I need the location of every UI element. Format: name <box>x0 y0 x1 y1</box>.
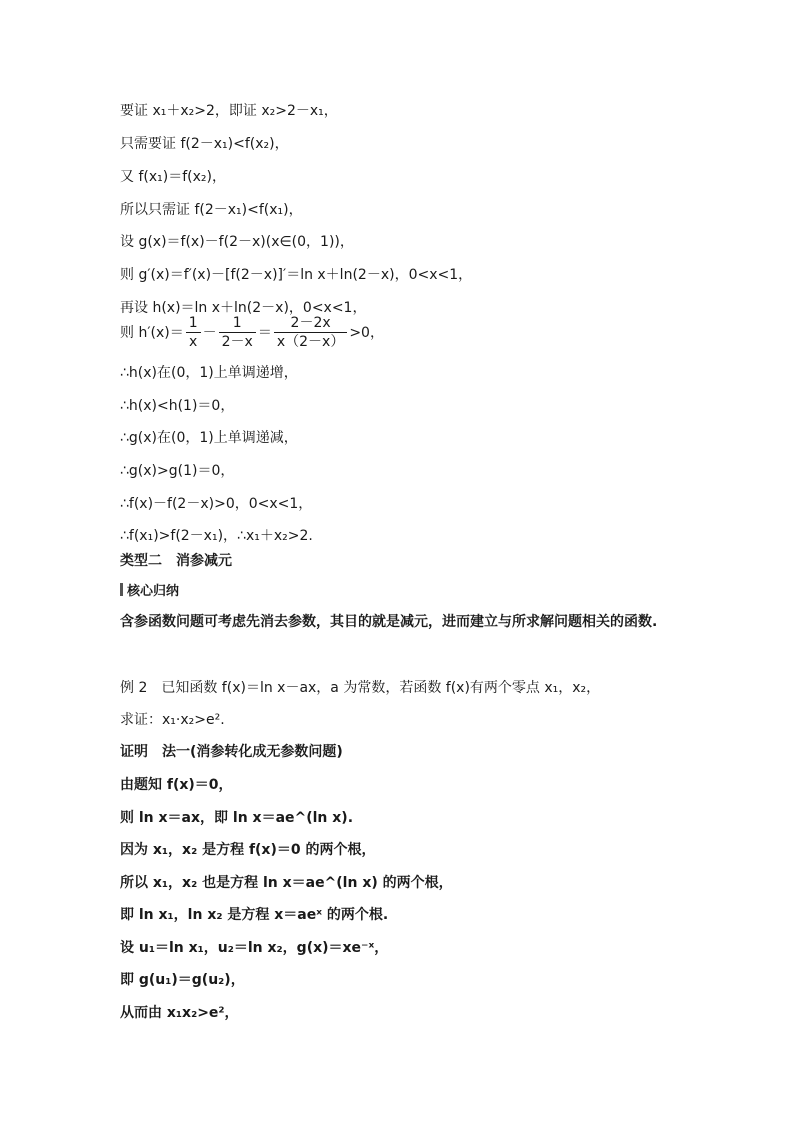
text-line: ∴h(x)<h(1)＝0， <box>120 398 235 414</box>
text-line: ∴h(x)在(0，1)上单调递增， <box>120 365 298 381</box>
equals-sign: ＝ <box>257 324 272 341</box>
derivative-fraction-line <box>120 314 384 351</box>
fraction-numerator: 2－2x <box>274 314 347 333</box>
text-line: ∴f(x)－f(2－x)>0，0<x<1， <box>120 496 313 512</box>
proof-line: 设 u₁＝ln x₁，u₂＝ln x₂，g(x)＝xe⁻ˣ， <box>120 940 389 956</box>
text-line: 要证 x₁＋x₂>2，即证 x₂>2－x₁， <box>120 103 338 119</box>
fraction-1 <box>186 314 201 351</box>
fraction-prefix: 则 h′(x)＝ <box>120 324 184 341</box>
section-label-row <box>120 582 179 602</box>
prove-statement: 求证：x₁·x₂>e². <box>120 712 225 728</box>
fraction-numerator: 1 <box>186 314 201 333</box>
text-line: ∴g(x)在(0，1)上单调递减， <box>120 430 298 446</box>
section-marker-icon <box>120 583 123 596</box>
fraction-2 <box>219 314 256 351</box>
text-line: ∴g(x)>g(1)＝0， <box>120 463 235 479</box>
text-line: 则 g′(x)＝f′(x)－[f(2－x)]′＝ln x＋ln(2－x)，0<x<1， <box>120 267 473 283</box>
text-line: 所以只需证 f(2－x₁)<f(x₁)， <box>120 202 303 218</box>
proof-line: 从而由 x₁x₂>e²， <box>120 1005 239 1021</box>
section-label: 核心归纳 <box>127 584 180 599</box>
fraction-3 <box>274 314 347 351</box>
summary-paragraph: 含参函数问题可考虑先消去参数，其目的就是减元，进而建立与所求解问题相关的函数. <box>120 614 658 630</box>
fraction-denominator: x（2－x） <box>276 334 345 350</box>
fraction-numerator: 1 <box>219 314 256 333</box>
proof-line: 即 ln x₁，ln x₂ 是方程 x＝aeˣ 的两个根. <box>120 907 389 923</box>
proof-line: 因为 x₁，x₂ 是方程 f(x)＝0 的两个根， <box>120 842 376 858</box>
text-line: 又 f(x₁)＝f(x₂)， <box>120 169 226 185</box>
proof-heading: 证明 法一(消参转化成无参数问题) <box>120 744 343 760</box>
proof-line: 则 ln x＝ax，即 ln x＝ae^(ln x). <box>120 810 354 826</box>
proof-line: 即 g(u₁)＝g(u₂)， <box>120 972 245 988</box>
text-line: 再设 h(x)＝ln x＋ln(2－x)，0<x<1， <box>120 300 367 316</box>
fraction-denominator: x <box>189 334 198 350</box>
text-line: 设 g(x)＝f(x)－f(2－x)(x∈(0，1))， <box>120 234 354 250</box>
text-line: 只需要证 f(2－x₁)<f(x₂)， <box>120 136 289 152</box>
proof-line: 由题知 f(x)＝0， <box>120 777 233 793</box>
type-heading: 类型二 消参减元 <box>120 553 232 569</box>
fraction-denominator: 2－x <box>221 334 253 350</box>
example-statement: 例 2 已知函数 f(x)＝ln x－ax，a 为常数，若函数 f(x)有两个零点 x₁，x₂， <box>120 680 601 696</box>
proof-line: 所以 x₁，x₂ 也是方程 ln x＝ae^(ln x) 的两个根， <box>120 875 453 891</box>
text-line: ∴f(x₁)>f(2－x₁)，∴x₁＋x₂>2. <box>120 528 313 544</box>
fraction-suffix: >0， <box>349 324 384 341</box>
minus-sign: － <box>202 324 217 341</box>
